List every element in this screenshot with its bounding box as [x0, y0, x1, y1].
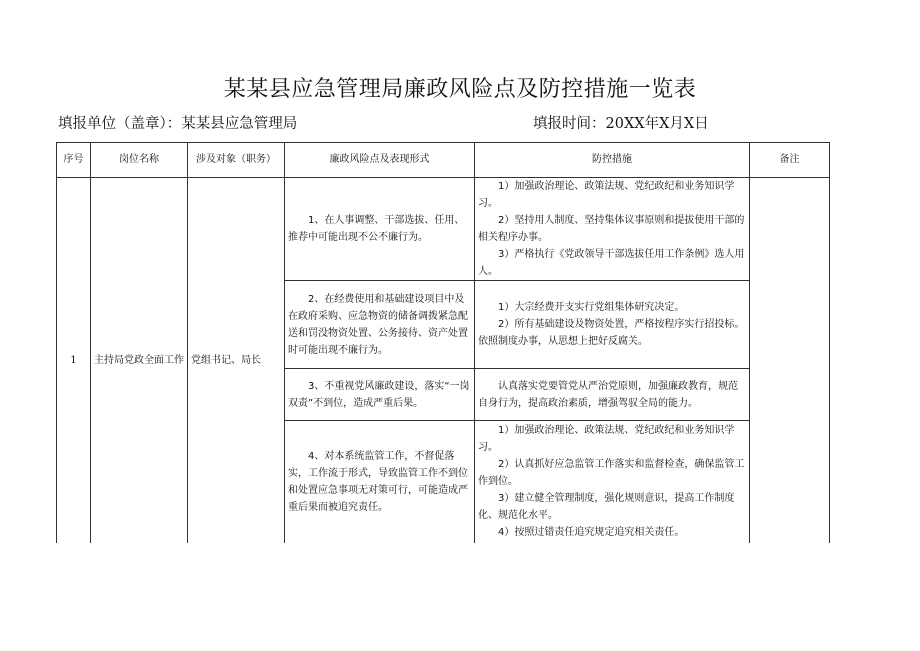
table-row [57, 178, 830, 281]
table-header-row [57, 143, 830, 178]
measures-4 [475, 421, 750, 543]
fill-time: 填报时间：20XX年X月X日 [533, 116, 709, 132]
risk-point-4: 4、对本系统监管工作，不督促落实，工作流于形式，导致监管工作不到位和处置应急事项无对策可行，可能造成严重后果而被追究责任。 [285, 421, 475, 543]
header-risk-point: 廉政风险点及表现形式 [285, 143, 475, 178]
header-position: 岗位名称 [91, 143, 188, 178]
measure-item: 1）加强政治理论、政策法规、党纪政纪和业务知识学习。 [478, 181, 735, 209]
row-number: 1 [57, 178, 91, 543]
row-remark [750, 178, 830, 543]
row-target: 党组书记、局长 [188, 178, 285, 543]
risk-control-table [56, 142, 830, 543]
document-title: 某某县应急管理局廉政风险点及防控措施一览表 [223, 77, 697, 102]
measures-2 [475, 281, 750, 369]
measures-1 [475, 178, 750, 281]
measure-item: 3）严格执行《党政领导干部选拔任用工作条例》选人用人。 [478, 249, 745, 277]
measure-item: 1）大宗经费开支实行党组集体研究决定。 [498, 302, 685, 313]
measure-item: 2）坚持用人制度、坚持集体议事原则和提拔使用干部的相关程序办事。 [478, 215, 745, 243]
risk-point-2: 2、在经费使用和基础建设项目中及在政府采购、应急物资的储备调拨紧急配送和罚没物资处置、公务接待、资产处置时可能出现不廉行为。 [285, 281, 475, 369]
measure-item: 1）加强政治理论、政策法规、党纪政纪和业务知识学习。 [478, 425, 735, 454]
header-no: 序号 [57, 143, 91, 178]
measure-item: 4）按照过错责任追究规定追究相关责任。 [498, 527, 685, 539]
header-measures: 防控措施 [475, 143, 750, 178]
fill-unit: 填报单位（盖章）：某某县应急管理局 [58, 116, 298, 132]
measure-item: 2）所有基础建设及物资处置，严格按程序实行招投标。依照制度办事，从思想上把好反腐关。 [478, 319, 745, 347]
header-target: 涉及对象（职务） [188, 143, 285, 178]
measure-item: 2）认真抓好应急监管工作落实和监督检查，确保监管工作到位。 [478, 459, 745, 488]
measures-3 [475, 369, 750, 421]
measure-item: 认真落实党要管党从严治党原则，加强廉政教育，规范自身行为，提高政治素质，增强驾驭全局的能力。 [478, 380, 738, 409]
risk-point-1: 1、在人事调整、干部选拔、任用、推荐中可能出现不公不廉行为。 [285, 178, 475, 281]
risk-point-3: 3、不重视党风廉政建设，落实“一岗双责”不到位，造成严重后果。 [285, 369, 475, 421]
header-remark: 备注 [750, 143, 830, 178]
measure-item: 3）建立健全管理制度，强化规则意识，提高工作制度化、规范化水平。 [478, 493, 735, 522]
row-position: 主持局党政全面工作 [91, 178, 188, 543]
